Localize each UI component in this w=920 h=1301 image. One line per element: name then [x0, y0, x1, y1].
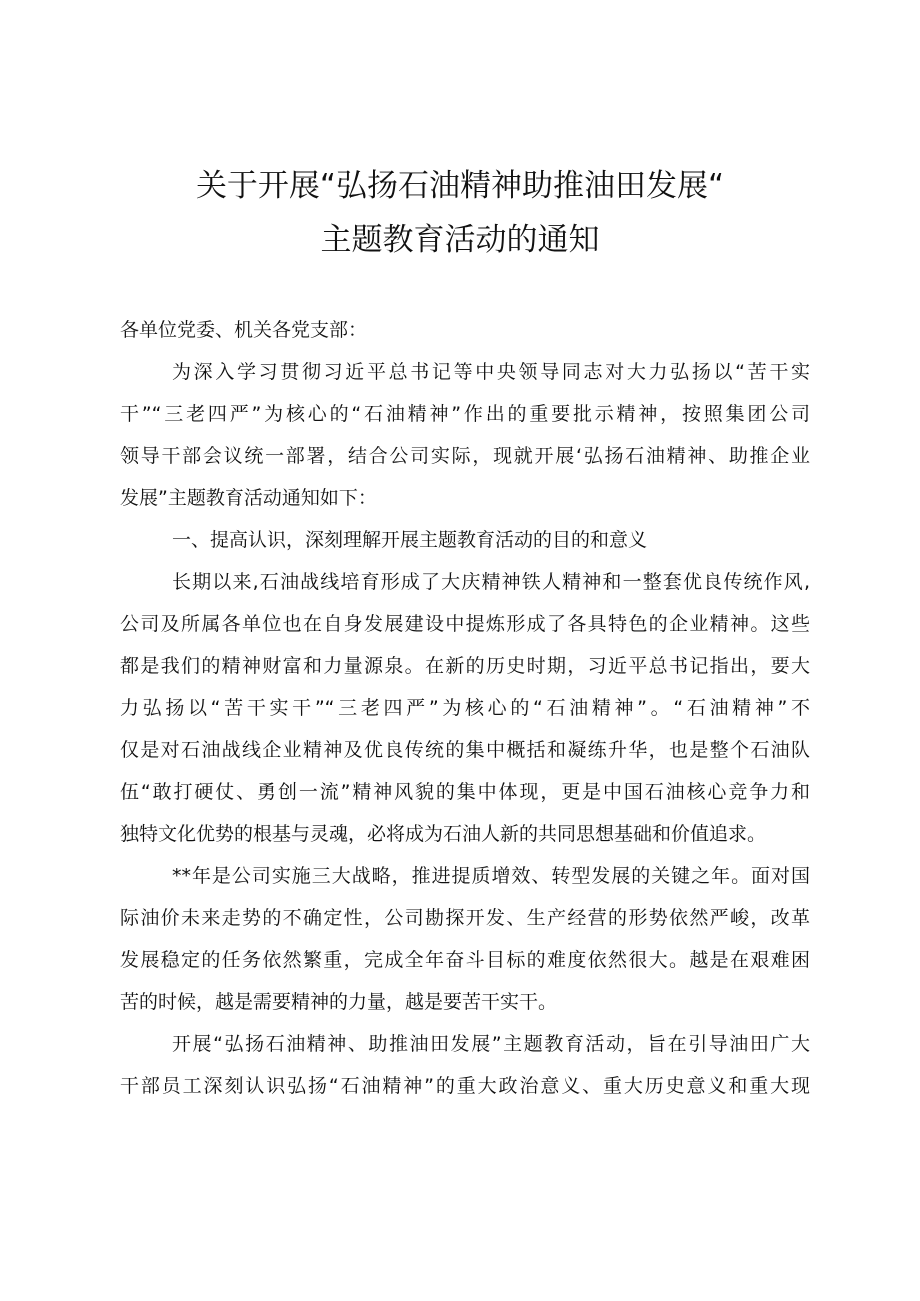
paragraph-3-line-4: 苦的时候，越是需要精神的力量，越是要苦干实干。: [120, 991, 558, 1013]
document-title-line-2: 主题教育活动的通知: [320, 222, 600, 258]
paragraph-2-line-7: 独特文化优势的根基与灵魂，必将成为石油人新的共同思想基础和价值追求。: [120, 823, 767, 845]
paragraph-4-line-1: 开展“弘扬石油精神、助推油田发展”主题教育活动，旨在引导油田广大: [172, 1033, 810, 1055]
salutation: 各单位党委、机关各党支部：: [120, 319, 368, 341]
paragraph-2-line-2: 公司及所属各单位也在自身发展建设中提炼形成了各具特色的企业精神。这些: [120, 613, 810, 635]
paragraph-1-line-3: 领导干部会议统一部署，结合公司实际，现就开展‘弘扬石油精神、助推企业: [120, 445, 810, 467]
paragraph-4-line-2: 干部员工深刻认识弘扬“石油精神”的重大政治意义、重大历史意义和重大现: [120, 1075, 810, 1097]
paragraph-1-line-4: 发展”主题教育活动通知如下：: [120, 487, 377, 509]
paragraph-3-line-2: 际油价未来走势的不确定性，公司勘探开发、生产经营的形势依然严峻，改革: [120, 907, 810, 929]
paragraph-2-line-3: 都是我们的精神财富和力量源泉。在新的历史时期，习近平总书记指出，要大: [120, 655, 810, 677]
paragraph-1-line-1: 为深入学习贯彻习近平总书记等中央领导同志对大力弘扬以“苦干实: [172, 361, 810, 383]
paragraph-2-line-4: 力弘扬以“苦干实干”“三老四严”为核心的“石油精神”。“石油精神”不: [120, 697, 810, 719]
document-body: [120, 314, 810, 1103]
paragraph-3-line-1: **年是公司实施三大战略，推进提质增效、转型发展的关键之年。面对国: [172, 865, 810, 887]
paragraph-2-line-6: 伍“敢打硬仗、勇创一流”精神风貌的集中体现，更是中国石油核心竞争力和: [120, 781, 810, 803]
paragraph-2-line-5: 仅是对石油战线企业精神及优良传统的集中概括和凝练升华，也是整个石油队: [120, 739, 810, 761]
document-title-line-1: 关于开展“弘扬石油精神助推油田发展“: [195, 168, 725, 204]
section-heading-1: 一、提高认识，深刻理解开展主题教育活动的目的和意义: [172, 529, 648, 551]
paragraph-3-line-3: 发展稳定的任务依然繁重，完成全年奋斗目标的难度依然很大。越是在艰难困: [120, 949, 810, 971]
paragraph-2-line-1: 长期以来,石油战线培育形成了大庆精神铁人精神和一整套优良传统作风,: [172, 571, 810, 593]
paragraph-1-line-2: 干”“三老四严”为核心的“石油精神”作出的重要批示精神，按照集团公司: [120, 403, 810, 425]
